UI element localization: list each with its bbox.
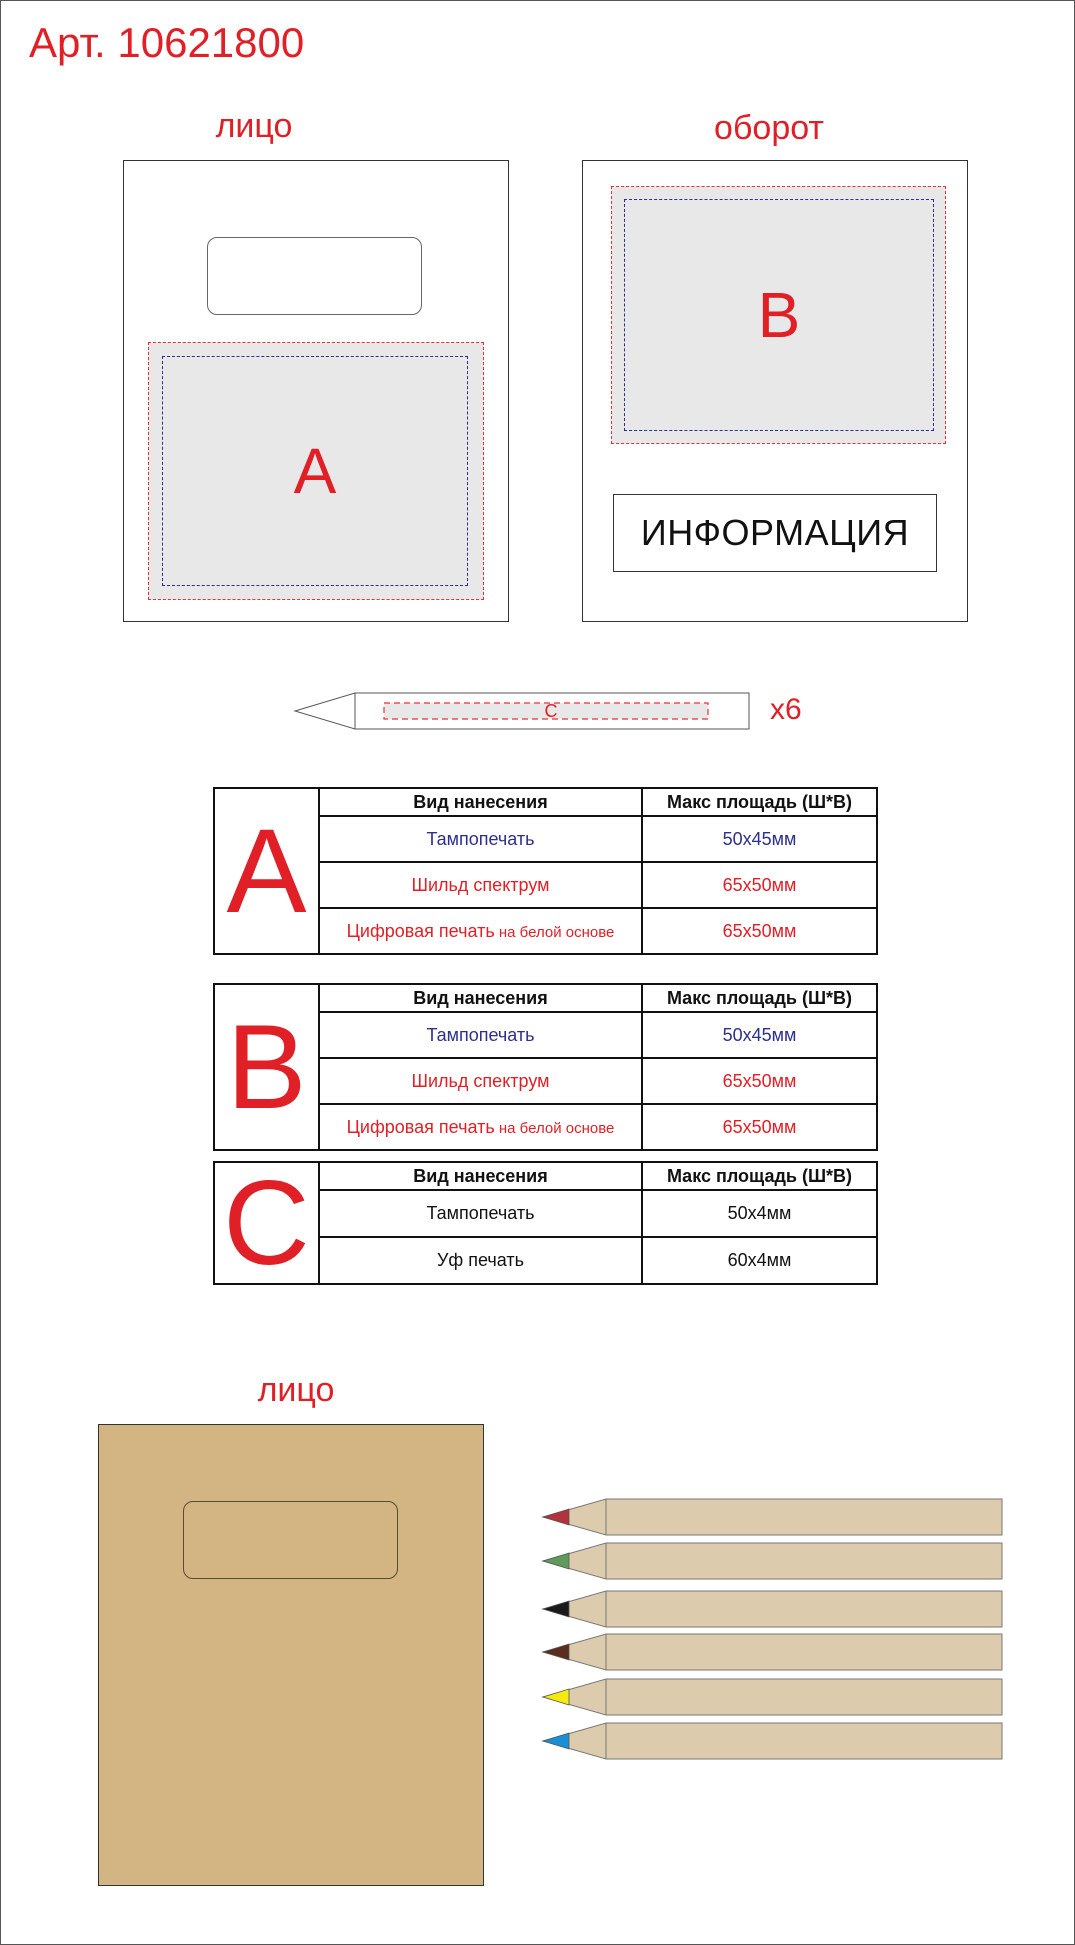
pencil-tip xyxy=(543,1689,569,1705)
pencil-tip xyxy=(543,1644,569,1660)
zone-c-letter: C xyxy=(544,701,558,721)
pencil-body xyxy=(606,1543,1002,1579)
pencil-tip xyxy=(543,1601,569,1617)
table-b-method: Тампопечать xyxy=(319,1012,642,1058)
table-a-header-area: Макс площадь (Ш*В) xyxy=(642,788,877,816)
table-b-area: 65x50мм xyxy=(642,1104,877,1150)
pencil-body xyxy=(606,1723,1002,1759)
table-c-header-method: Вид нанесения xyxy=(319,1162,642,1190)
kraft-case xyxy=(98,1424,484,1886)
table-zone-b xyxy=(213,983,878,1151)
pencil-5 xyxy=(543,1679,1002,1715)
table-b-header-method: Вид нанесения xyxy=(319,984,642,1012)
pencil-tip xyxy=(543,1553,569,1569)
table-b-zone-letter: B xyxy=(214,984,319,1150)
back-card xyxy=(582,160,968,622)
table-c-method: Уф печать xyxy=(319,1237,642,1284)
pencil-body xyxy=(606,1499,1002,1535)
zone-a-outer xyxy=(148,342,484,600)
front-card xyxy=(123,160,509,622)
table-c-header-area: Макс площадь (Ш*В) xyxy=(642,1162,877,1190)
pencil-tip xyxy=(543,1509,569,1525)
pencil-1 xyxy=(543,1499,1002,1535)
table-zone-c xyxy=(213,1156,878,1290)
table-a-area: 65x50мм xyxy=(642,908,877,954)
back-label: оборот xyxy=(714,109,824,147)
table-b-header-area: Макс площадь (Ш*В) xyxy=(642,984,877,1012)
table-b-method: Цифровая печать на белой основе xyxy=(319,1104,642,1150)
pencil-4 xyxy=(543,1634,1002,1670)
table-b-method: Шильд спектрум xyxy=(319,1058,642,1104)
table-a-area: 65x50мм xyxy=(642,862,877,908)
table-a-method: Тампопечать xyxy=(319,816,642,862)
table-c-area: 60x4мм xyxy=(642,1237,877,1284)
table-a-header-method: Вид нанесения xyxy=(319,788,642,816)
zone-b-letter: B xyxy=(757,279,801,351)
pencil-3 xyxy=(543,1591,1002,1627)
pencil-body xyxy=(606,1634,1002,1670)
kraft-window xyxy=(183,1501,398,1579)
table-a-zone-letter: A xyxy=(214,788,319,954)
pencil-tip-outline xyxy=(295,693,355,729)
zone-b-outer xyxy=(611,186,946,444)
pencil-2 xyxy=(543,1543,1002,1579)
info-box: ИНФОРМАЦИЯ xyxy=(613,494,937,572)
table-b-area: 50x45мм xyxy=(642,1012,877,1058)
table-zone-a xyxy=(213,787,878,955)
bottom-front-label: лицо xyxy=(257,1371,335,1409)
pencil-quantity: x6 xyxy=(770,693,802,726)
front-label: лицо xyxy=(215,107,293,145)
front-window xyxy=(207,237,422,315)
pencil-body xyxy=(606,1591,1002,1627)
pencil-body xyxy=(606,1679,1002,1715)
table-a-method: Шильд спектрум xyxy=(319,862,642,908)
colored-pencils xyxy=(541,1491,1011,1771)
zone-a-letter: A xyxy=(293,435,337,507)
table-a-area: 50x45мм xyxy=(642,816,877,862)
pencil-tip xyxy=(543,1733,569,1749)
pencil-6 xyxy=(543,1723,1002,1759)
table-b-area: 65x50мм xyxy=(642,1058,877,1104)
article-title: Арт. 10621800 xyxy=(29,19,305,66)
zone-b-inner xyxy=(624,199,934,431)
table-c-method: Тампопечать xyxy=(319,1190,642,1237)
table-c-area: 50x4мм xyxy=(642,1190,877,1237)
pencil-outline xyxy=(291,689,751,733)
zone-a-inner xyxy=(162,356,468,586)
table-c-zone-letter: C xyxy=(214,1162,319,1284)
table-a-method: Цифровая печать на белой основе xyxy=(319,908,642,954)
